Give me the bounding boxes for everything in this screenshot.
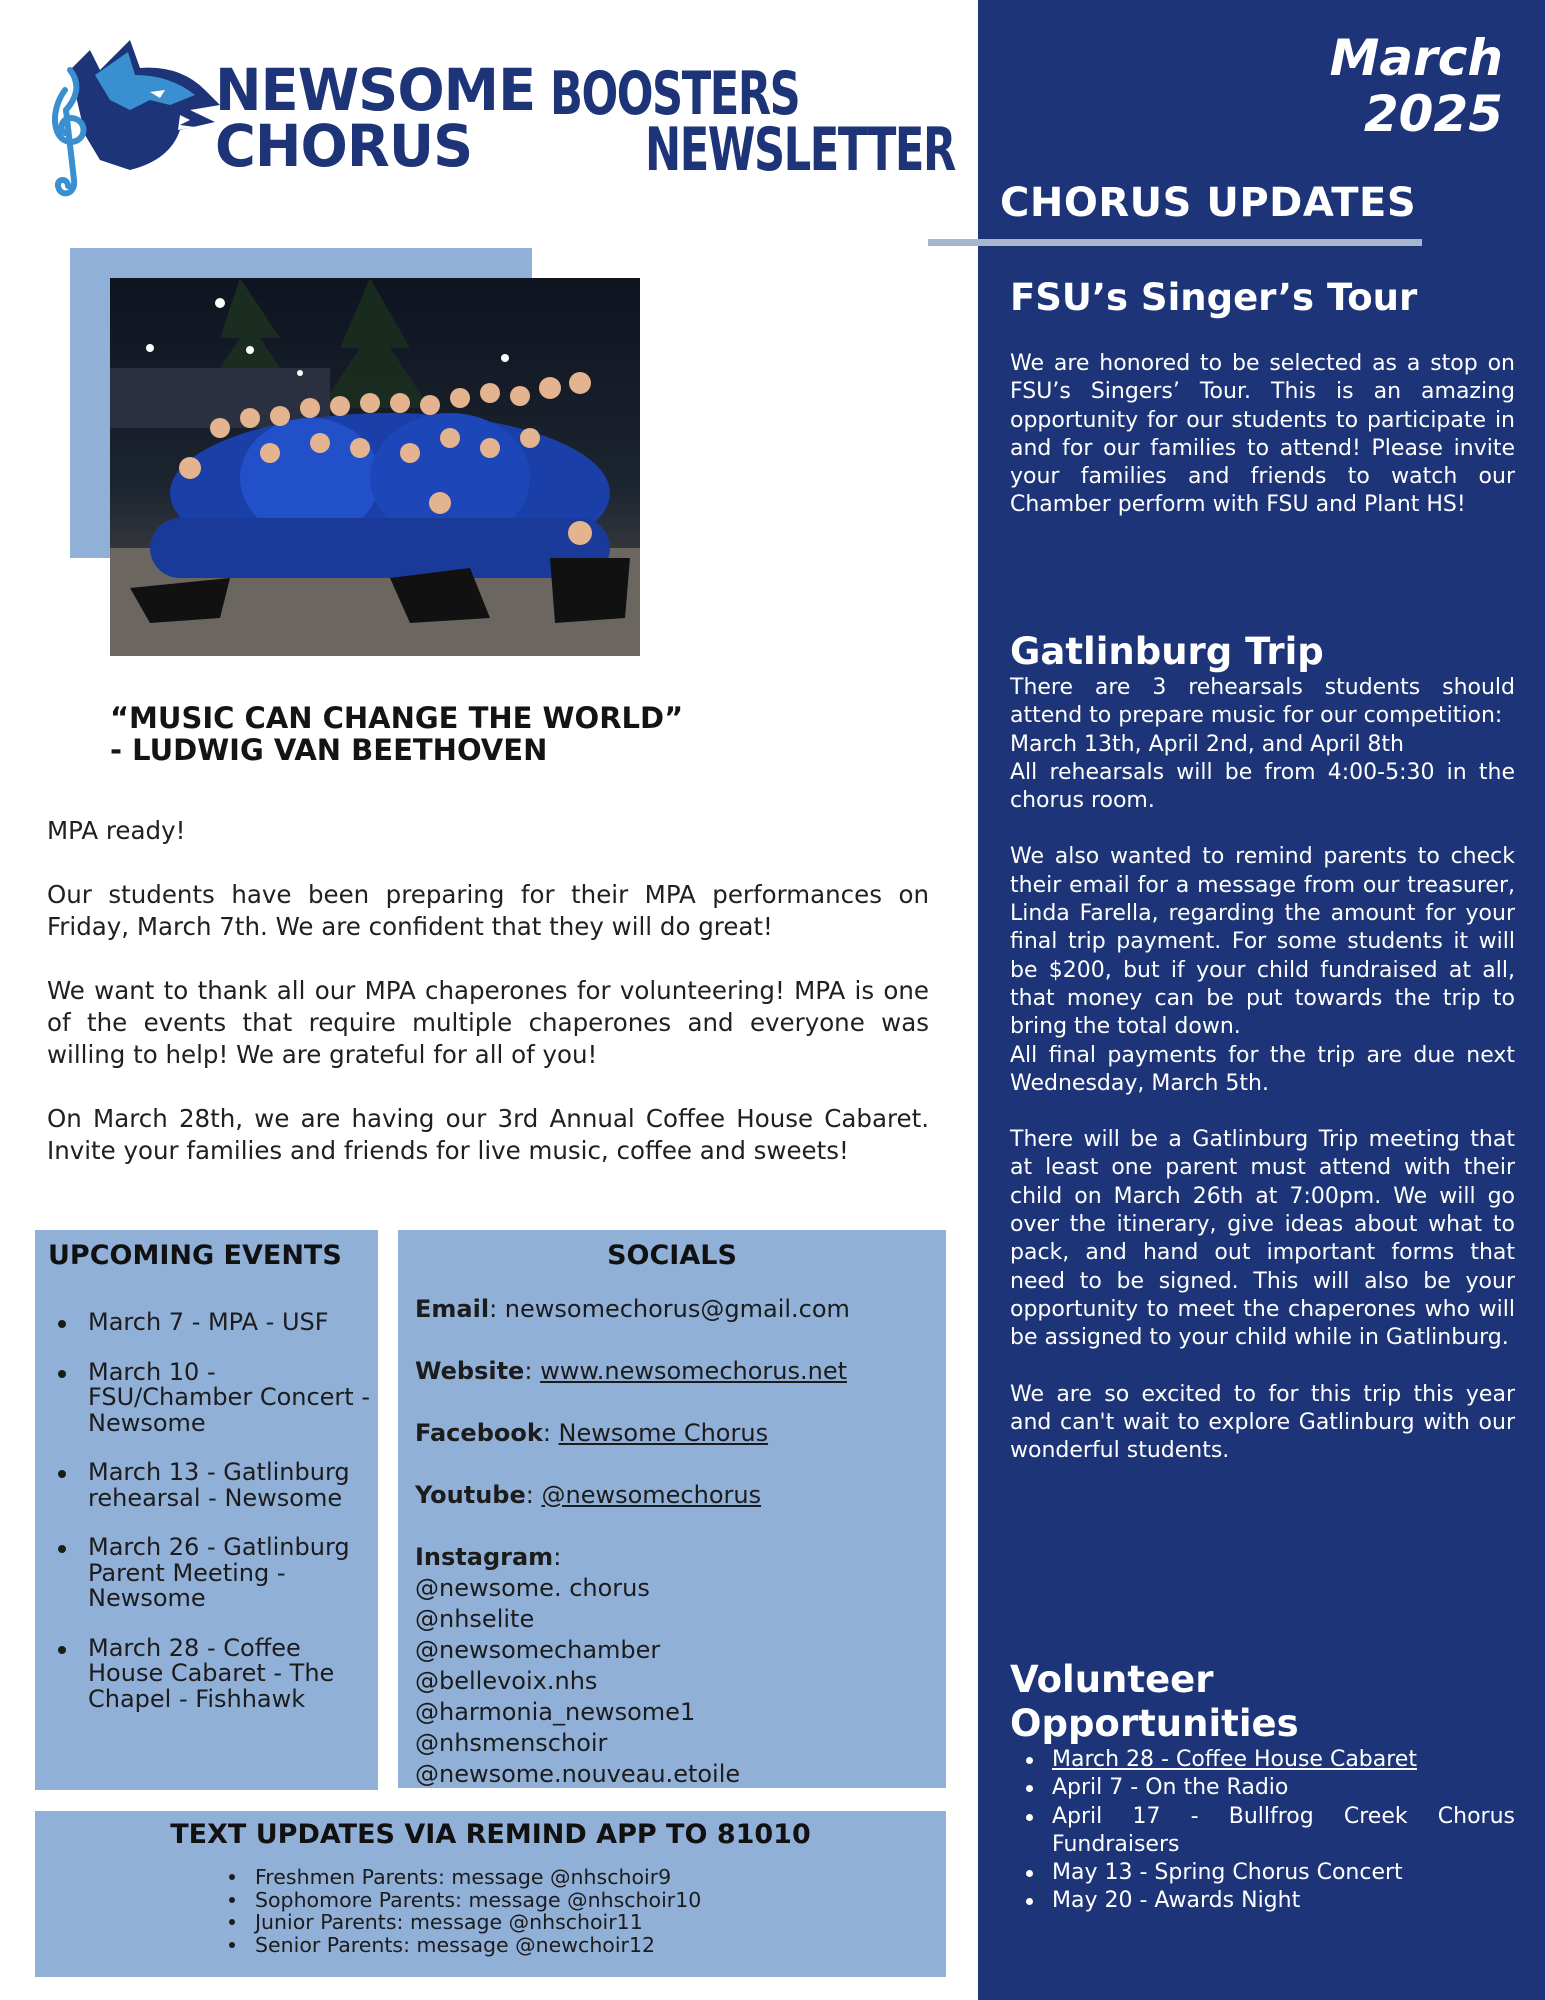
remind-list — [223, 1866, 701, 1956]
volunteer-section — [1010, 1658, 1515, 1916]
brand-name — [215, 56, 536, 180]
gatlinburg-closing: We are so excited to for this trip this year and can't wait to explore Gatlinburg with our wonderful students. — [1010, 1381, 1515, 1464]
remind-title: TEXT UPDATES VIA REMIND APP TO 81010 — [170, 1819, 811, 1850]
facebook-label: Facebook — [415, 1419, 543, 1447]
volunteer-list — [1010, 1746, 1515, 1916]
volunteer-item: May 13 - Spring Chorus Concert — [1010, 1859, 1515, 1887]
main-article — [47, 815, 929, 1167]
youtube-link[interactable]: @newsomechorus — [541, 1481, 762, 1509]
volunteer-item: April 7 - On the Radio — [1010, 1774, 1515, 1802]
gatlinburg-rehearsals — [1010, 674, 1515, 815]
issue-date — [1330, 30, 1503, 142]
gatlinburg-heading: Gatlinburg Trip — [1010, 630, 1324, 673]
remind-item: Sophomore Parents: message @nhschoir10 — [223, 1889, 701, 1912]
instagram-handle: @nhselite — [415, 1605, 535, 1633]
brand-line1: NEWSOME — [215, 56, 536, 124]
instagram-handle: @bellevoix.nhs — [415, 1667, 598, 1695]
website-label: Website — [415, 1357, 525, 1385]
instagram-handle: @newsome.nouveau.etoile — [415, 1760, 741, 1788]
wolf-logo-icon — [30, 30, 230, 210]
volunteer-heading-line1: Volunteer — [1010, 1658, 1214, 1701]
gatlinburg-meeting: There will be a Gatlinburg Trip meeting that at least one parent must attend with their child on March 26th at 7:00pm. We will go over the itinerary, give ideas about what to pack, and hand out important forms that need to be signed. This will also be your opportunity to meet the chaperones who will be assigned to your child while in Gatlinburg. — [1010, 1127, 1515, 1351]
youtube-label: Youtube — [415, 1481, 526, 1509]
instagram-handle: @nhsmenschoir — [415, 1729, 608, 1757]
volunteer-item: April 17 - Bullfrog Creek Chorus Fundraisers — [1010, 1803, 1515, 1860]
website-link[interactable]: www.newsomechorus.net — [540, 1357, 847, 1385]
events-list — [58, 1310, 378, 1736]
issue-month: March — [1329, 29, 1503, 87]
facebook-row: Facebook: Newsome Chorus — [415, 1419, 769, 1447]
rehearsal-dates: March 13th, April 2nd, and April 8th — [1010, 731, 1405, 757]
article-paragraph: Our students have been preparing for their MPA performances on Friday, March 7th. We are confident that they will do great! — [47, 880, 929, 941]
fsu-tour-section — [1010, 276, 1515, 520]
email-label: Email — [415, 1295, 490, 1323]
payment-due: All final payments for the trip are due next Wednesday, March 5th. — [1010, 1042, 1515, 1096]
rehearsal-time: All rehearsals will be from 4:00-5:30 in the chorus room. — [1010, 759, 1515, 814]
volunteer-item[interactable]: March 28 - Coffee House Cabaret — [1010, 1746, 1515, 1774]
remind-item: Freshmen Parents: message @nhschoir9 — [223, 1866, 701, 1889]
event-item: March 7 - MPA - USF — [58, 1310, 378, 1336]
volunteer-item: May 20 - Awards Night — [1010, 1887, 1515, 1915]
event-item: March 13 - Gatlinburg rehearsal - Newsome — [58, 1460, 378, 1511]
website-row: Website: www.newsomechorus.net — [415, 1357, 847, 1385]
rehearsal-intro: There are 3 rehearsals students should attend to prepare music for our competition: — [1010, 675, 1515, 729]
gatlinburg-payment — [1010, 843, 1515, 1098]
instagram-handle: @newsome. chorus — [415, 1574, 650, 1602]
chorus-updates-sidebar — [978, 0, 1545, 2000]
remind-item: Senior Parents: message @newchoir12 — [223, 1934, 701, 1957]
socials-title: SOCIALS — [607, 1240, 737, 1271]
fsu-tour-text: We are honored to be selected as a stop on FSU’s Singers’ Tour. This is an amazing opportunity for our students to participate in and for our families to attend! Please invite your families and friends to watch our Chamber perform with FSU and Plant HS! — [1010, 351, 1515, 518]
newsletter-title-line1: BOOSTERS — [550, 59, 800, 129]
quote-text: “MUSIC CAN CHANGE THE WORLD” — [110, 701, 684, 735]
instagram-row: Instagram: @newsome. chorus @nhselite @newsomechamber @bellevoix.nhs @harmonia_newsome1 @nhsmenschoir @newsome.nouveau.etoile — [415, 1542, 850, 1790]
gatlinburg-section — [1010, 630, 1515, 1465]
remind-box — [35, 1811, 946, 1977]
newsletter-title-line2: NEWSLETTER — [645, 115, 955, 185]
socials-list — [415, 1294, 850, 1790]
brand-line2: CHORUS — [215, 112, 473, 180]
volunteer-heading — [1010, 1658, 1515, 1746]
upcoming-events-box — [35, 1230, 378, 1790]
remind-item: Junior Parents: message @nhschoir11 — [223, 1911, 701, 1934]
instagram-label: Instagram — [415, 1543, 554, 1571]
article-paragraph: MPA ready! — [47, 816, 186, 845]
issue-year: 2025 — [1363, 85, 1503, 143]
socials-box — [398, 1230, 946, 1788]
upcoming-events-title: UPCOMING EVENTS — [48, 1240, 342, 1271]
fsu-tour-heading: FSU’s Singer’s Tour — [1010, 276, 1418, 319]
event-item: March 28 - Coffee House Cabaret - The Chapel - Fishhawk — [58, 1636, 378, 1713]
youtube-row: Youtube: @newsomechorus — [415, 1481, 762, 1509]
article-paragraph: We want to thank all our MPA chaperones for volunteering! MPA is one of the events that require multiple chaperones and everyone was willing to help! We are grateful for all of you! — [47, 976, 929, 1069]
beethoven-quote — [110, 702, 683, 766]
volunteer-heading-line2: Opportunities — [1010, 1702, 1299, 1745]
email-row: Email: newsomechorus@gmail.com — [415, 1295, 850, 1323]
payment-reminder: We also wanted to remind parents to check their email for a message from our treasurer, Linda Farella, regarding the amount for your final trip payment. For some students it will be $200, but if your child fundraised at all, that money can be put towards the trip to bring the total down. — [1010, 844, 1515, 1040]
instagram-handle: @newsomechamber — [415, 1636, 661, 1664]
instagram-handle: @harmonia_newsome1 — [415, 1698, 696, 1726]
group-photo — [110, 278, 640, 656]
title-divider — [928, 239, 1422, 246]
event-item: March 10 - FSU/Chamber Concert - Newsome — [58, 1360, 378, 1437]
article-paragraph: On March 28th, we are having our 3rd Annual Coffee House Cabaret. Invite your families and friends for live music, coffee and sweets! — [47, 1104, 929, 1165]
email-value[interactable]: newsomechorus@gmail.com — [504, 1295, 850, 1323]
chorus-updates-title: CHORUS UPDATES — [1000, 180, 1417, 226]
facebook-link[interactable]: Newsome Chorus — [558, 1419, 769, 1447]
quote-author: - LUDWIG VAN BEETHOVEN — [110, 733, 548, 767]
event-item: March 26 - Gatlinburg Parent Meeting - Newsome — [58, 1535, 378, 1612]
